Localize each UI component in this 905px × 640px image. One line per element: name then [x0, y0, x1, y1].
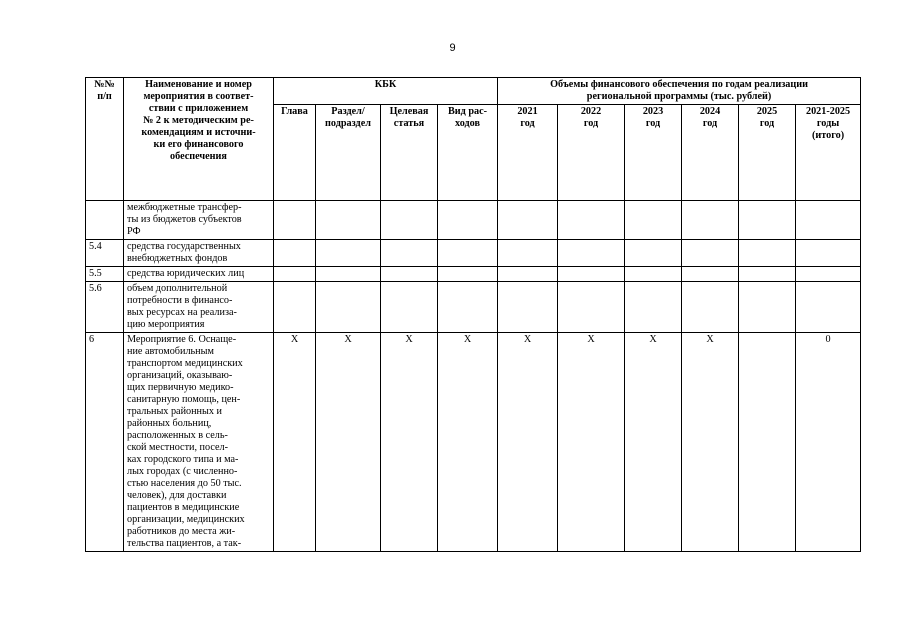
- header-kbk-col: Раздел/ подраздел: [316, 105, 381, 201]
- header-year-col: 2024 год: [682, 105, 739, 201]
- row-cell: X: [438, 333, 498, 552]
- header-kbk: КБК: [274, 78, 498, 105]
- row-cell: [381, 201, 438, 240]
- row-cell: [739, 240, 796, 267]
- row-cell: [796, 267, 861, 282]
- row-cell: [796, 201, 861, 240]
- row-cell: [739, 333, 796, 552]
- financing-table: [85, 77, 861, 552]
- row-cell: [682, 240, 739, 267]
- row-cell: [381, 267, 438, 282]
- row-cell: [438, 201, 498, 240]
- row-cell: [498, 282, 558, 333]
- row-cell: [274, 267, 316, 282]
- table-row: [86, 282, 861, 333]
- row-cell: [796, 282, 861, 333]
- row-cell: [625, 267, 682, 282]
- row-cell: [316, 282, 381, 333]
- row-cell: [498, 240, 558, 267]
- header-num: №№ п/п: [86, 78, 124, 201]
- row-number: [86, 201, 124, 240]
- row-cell: [438, 267, 498, 282]
- row-name: средства юридических лиц: [124, 267, 274, 282]
- row-cell: [625, 201, 682, 240]
- row-cell: [739, 282, 796, 333]
- header-row-top: [86, 78, 861, 105]
- row-cell: X: [381, 333, 438, 552]
- row-number: 5.6: [86, 282, 124, 333]
- row-cell: [739, 267, 796, 282]
- row-cell: [274, 201, 316, 240]
- page-number: 9: [449, 42, 456, 54]
- row-number: 5.4: [86, 240, 124, 267]
- row-cell: [316, 240, 381, 267]
- row-name: межбюджетные трансфер- ты из бюджетов субъектов РФ: [124, 201, 274, 240]
- row-name: объем дополнительной потребности в финансо- вых ресурсах на реализа- цию мероприятия: [124, 282, 274, 333]
- header-year-col: 2023 год: [625, 105, 682, 201]
- row-cell: [682, 267, 739, 282]
- row-cell: [558, 201, 625, 240]
- row-cell: [558, 282, 625, 333]
- header-kbk-col: Целевая статья: [381, 105, 438, 201]
- row-cell: [498, 201, 558, 240]
- row-cell: [796, 240, 861, 267]
- row-cell: [682, 201, 739, 240]
- table-row: [86, 240, 861, 267]
- header-name: Наименование и номер мероприятия в соответ- ствии с приложением № 2 к методическим ре- комендациям и источни- ки его финансового обеспечения: [124, 78, 274, 201]
- header-year-col: 2022 год: [558, 105, 625, 201]
- row-cell: [316, 201, 381, 240]
- row-cell: [438, 240, 498, 267]
- header-year-col: 2021 год: [498, 105, 558, 201]
- row-cell: [558, 267, 625, 282]
- header-volumes: Объемы финансового обеспечения по годам реализации региональной программы (тыс. рублей): [498, 78, 861, 105]
- row-cell: [682, 282, 739, 333]
- row-name: средства государственных внебюджетных фондов: [124, 240, 274, 267]
- row-cell: [438, 282, 498, 333]
- row-name: Мероприятие 6. Оснаще- ние автомобильным транспортом медицинских организаций, оказываю- щих первичную медико- санитарную помощь, цен- тральных районных и районных больниц, расположенных в сель- ской местности, посел- ках городского типа и ма- лых городах (с численно- стью населения до 50 тыс. человек), для доставки пациентов в медицинские организации, медицинских работников до места жи- тельства пациентов, а так-: [124, 333, 274, 552]
- row-cell: [316, 267, 381, 282]
- header-year-col: 2021-2025 годы (итого): [796, 105, 861, 201]
- table-row: [86, 201, 861, 240]
- header-year-col: 2025 год: [739, 105, 796, 201]
- row-cell: [381, 240, 438, 267]
- row-cell: [739, 201, 796, 240]
- row-number: 5.5: [86, 267, 124, 282]
- row-cell: [274, 240, 316, 267]
- row-cell: X: [682, 333, 739, 552]
- table-row: [86, 267, 861, 282]
- row-cell: [498, 267, 558, 282]
- row-cell: X: [316, 333, 381, 552]
- row-cell: [625, 240, 682, 267]
- row-cell: X: [498, 333, 558, 552]
- row-cell: 0: [796, 333, 861, 552]
- row-cell: [558, 240, 625, 267]
- row-cell: [274, 282, 316, 333]
- row-cell: X: [625, 333, 682, 552]
- row-cell: X: [274, 333, 316, 552]
- header-kbk-col: Вид рас- ходов: [438, 105, 498, 201]
- row-cell: X: [558, 333, 625, 552]
- row-cell: [381, 282, 438, 333]
- header-kbk-col: Глава: [274, 105, 316, 201]
- table-row: [86, 333, 861, 552]
- row-number: 6: [86, 333, 124, 552]
- row-cell: [625, 282, 682, 333]
